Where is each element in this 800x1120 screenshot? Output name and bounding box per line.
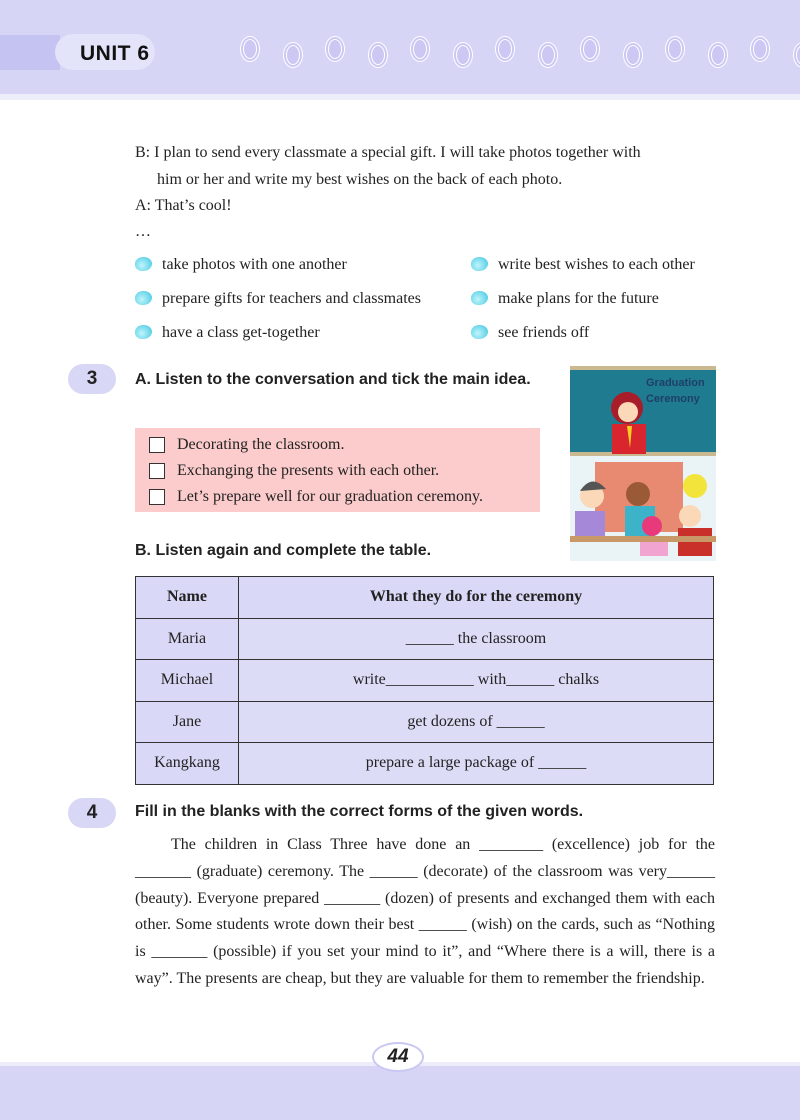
checkbox[interactable]: [149, 463, 165, 479]
decorative-ring-icon: [623, 42, 643, 68]
activity-item: see friends off: [471, 324, 589, 342]
section-heading: B. Listen again and complete the table.: [135, 542, 432, 559]
decorative-ring-icon: [495, 36, 515, 62]
decorative-ring-icon: [325, 36, 345, 62]
section-number: 4: [68, 798, 116, 828]
decorative-ring-icon: [580, 36, 600, 62]
name-cell: Jane: [136, 701, 239, 743]
dialogue-line: him or her and write my best wishes on the back of each photo.: [157, 171, 563, 188]
dialogue-ellipsis: …: [135, 223, 151, 240]
option-item[interactable]: Let’s prepare well for our graduation ceremony.: [149, 484, 540, 510]
bullet-icon: [471, 257, 488, 271]
decorative-ring-icon: [283, 42, 303, 68]
option-item[interactable]: Exchanging the presents with each other.: [149, 458, 540, 484]
unit-label: UNIT 6: [55, 34, 155, 70]
table-row: [136, 701, 714, 743]
bullet-icon: [471, 325, 488, 339]
task-cell[interactable]: get dozens of ______: [239, 701, 714, 743]
table-header-row: [136, 577, 714, 619]
decorative-ring-icon: [538, 42, 558, 68]
name-cell: Kangkang: [136, 743, 239, 785]
checkbox[interactable]: [149, 437, 165, 453]
bullet-icon: [135, 291, 152, 305]
bullet-icon: [471, 291, 488, 305]
checkbox[interactable]: [149, 489, 165, 505]
decorative-ring-icon: [750, 36, 770, 62]
column-header: Name: [136, 577, 239, 619]
decorative-ring-icon: [665, 36, 685, 62]
decorative-ring-icon: [410, 36, 430, 62]
task-cell[interactable]: write___________ with______ chalks: [239, 660, 714, 702]
decorative-ring-icon: [708, 42, 728, 68]
decorative-ring-icon: [453, 42, 473, 68]
table-row: [136, 743, 714, 785]
table-row: [136, 618, 714, 660]
main-idea-options: [135, 428, 540, 512]
name-cell: Maria: [136, 618, 239, 660]
svg-text:Graduation: Graduation: [646, 377, 705, 389]
page-header: [0, 0, 800, 100]
section-heading: Fill in the blanks with the correct forms of the given words.: [135, 803, 584, 820]
option-item[interactable]: Decorating the classroom.: [149, 432, 540, 458]
dialogue-line: B: I plan to send every classmate a special gift. I will take photos together with: [135, 144, 641, 161]
name-cell: Michael: [136, 660, 239, 702]
svg-text:Ceremony: Ceremony: [646, 393, 700, 405]
section-heading: A. Listen to the conversation and tick the main idea.: [135, 371, 531, 388]
section-number: 3: [68, 364, 116, 394]
fill-in-paragraph: The children in Class Three have done an ________ (excellence) job for the _______ (graduate) ceremony. The ______ (decorate) of the classroom was very______ (beauty). Everyone prepared _______ (dozen) of presents and exchanged them with each other. Some students wrote down their best ______ (wish) on the cards, such as “Nothing is _______ (possible) if you set your mind to it”, and “Where there is a will, there is a way”. The presents are cheap, but they are valuable for them to remember the friendship.: [135, 836, 715, 987]
page-number: 44: [372, 1042, 424, 1072]
activity-item: have a class get-together: [135, 324, 320, 342]
ceremony-table: [135, 576, 714, 785]
task-cell[interactable]: ______ the classroom: [239, 618, 714, 660]
graduation-ceremony-illustration: [570, 366, 716, 561]
decorative-ring-icon: [240, 36, 260, 62]
activity-item: make plans for the future: [471, 290, 659, 308]
header-stripe: [0, 35, 60, 70]
bullet-icon: [135, 325, 152, 339]
activity-item: prepare gifts for teachers and classmates: [135, 290, 421, 308]
bullet-icon: [135, 257, 152, 271]
task-cell[interactable]: prepare a large package of ______: [239, 743, 714, 785]
activity-item: take photos with one another: [135, 256, 347, 274]
decorative-ring-icon: [793, 42, 800, 68]
activity-item: write best wishes to each other: [471, 256, 695, 274]
decorative-ring-icon: [368, 42, 388, 68]
dialogue-line: A: That’s cool!: [135, 197, 232, 214]
column-header: What they do for the ceremony: [239, 577, 714, 619]
table-row: [136, 660, 714, 702]
